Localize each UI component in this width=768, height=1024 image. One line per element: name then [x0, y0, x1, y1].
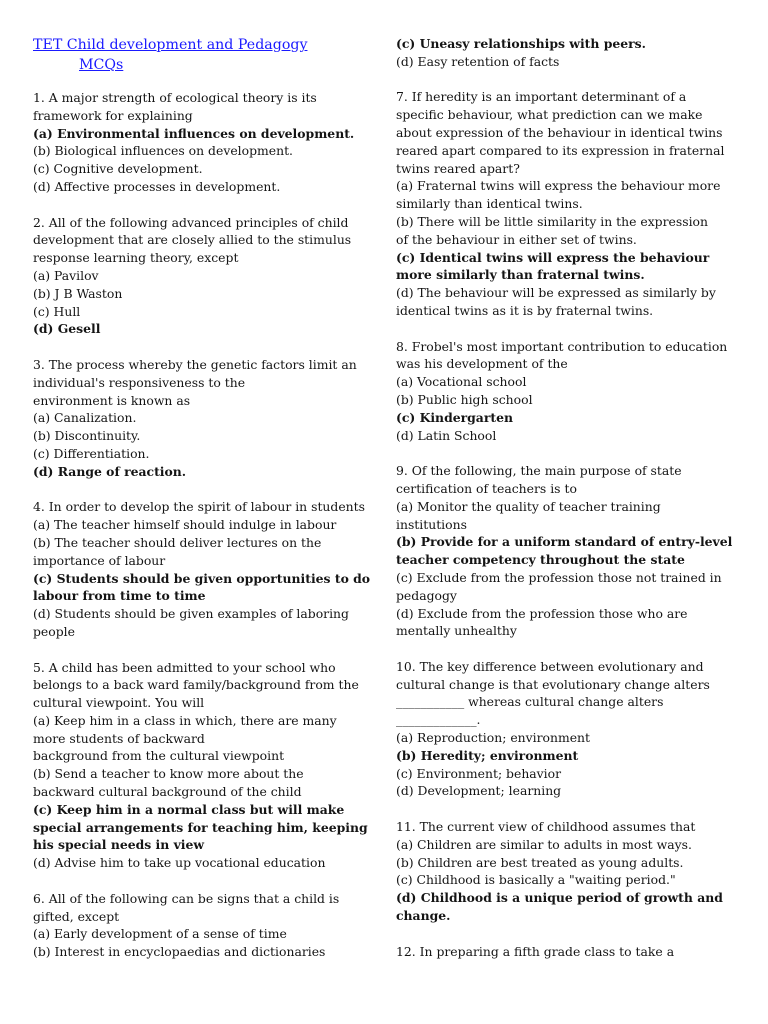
correct-answer-line: more similarly than fraternal twins. [396, 267, 645, 283]
right-column [396, 35, 733, 978]
question-text-line: (c) Differentiation. [33, 445, 150, 461]
question-text-line: (a) Pavilov [33, 267, 99, 283]
question-text-line: backward cultural background of the child [33, 784, 302, 800]
question-block [33, 890, 353, 961]
question-text-line: more students of backward [33, 730, 205, 746]
question-text-line: importance of labour [33, 552, 166, 568]
correct-answer-line: change. [396, 908, 451, 924]
document-title[interactable] [33, 35, 353, 75]
correct-answer-line: (a) Environmental influences on development. [33, 125, 355, 141]
left-column [33, 35, 371, 979]
correct-answer-line: (d) Childhood is a unique period of growth and [396, 890, 723, 906]
correct-answer-line: (c) Identical twins will express the behaviour [396, 249, 710, 265]
question-text-line: 4. In order to develop the spirit of labour in students [33, 499, 365, 515]
question-block [396, 462, 733, 640]
correct-answer-line: special arrangements for teaching him, keeping [33, 819, 368, 835]
question-block [33, 89, 353, 196]
question-text-line: (b) Send a teacher to know more about the [33, 766, 304, 782]
question-text-line: (a) Early development of a sense of time [33, 926, 287, 942]
question-text-line: was his development of the [396, 356, 568, 372]
question-text-line: (d) Affective processes in development. [33, 178, 281, 194]
question-text-line: (b) J B Waston [33, 285, 123, 301]
question-text-line: similarly than identical twins. [396, 196, 583, 212]
question-text-line: 2. All of the following advanced principles of child [33, 214, 349, 230]
question-text-line: _____________. [396, 712, 481, 728]
question-text-line: people [33, 623, 75, 639]
question-text-line: 5. A child has been admitted to your school who [33, 659, 336, 675]
correct-answer-line: (d) Range of reaction. [33, 463, 187, 479]
question-text-line: (d) Students should be given examples of laboring [33, 606, 349, 622]
question-text-line: (a) Canalization. [33, 410, 137, 426]
correct-answer-line: his special needs in view [33, 837, 205, 853]
question-text-line: (b) Discontinuity. [33, 428, 141, 444]
question-block [396, 338, 728, 445]
correct-answer-line: (b) Provide for a uniform standard of entry-level [396, 534, 733, 550]
question-text-line: (a) Monitor the quality of teacher training [396, 498, 661, 514]
question-block [396, 658, 718, 800]
question-text-line: individual's responsiveness to the [33, 374, 246, 390]
question-text-line: (b) The teacher should deliver lectures on the [33, 534, 322, 550]
question-text-line: of the behaviour in either set of twins. [396, 231, 637, 247]
question-block [33, 356, 357, 481]
question-text-line: specific behaviour, what prediction can we make [396, 107, 703, 123]
question-text-line: mentally unhealthy [396, 623, 517, 639]
correct-answer-line: teacher competency throughout the state [396, 552, 685, 568]
question-text-line: (a) The teacher himself should indulge in labour [33, 517, 337, 533]
correct-answer-line: labour from time to time [33, 588, 206, 604]
question-block [33, 659, 368, 873]
left-question-list [33, 89, 371, 961]
question-text-line: environment is known as [33, 392, 191, 408]
correct-answer-line: (d) Gesell [33, 321, 101, 337]
question-text-line: framework for explaining [33, 107, 193, 123]
question-text-line: certification of teachers is to [396, 480, 577, 496]
question-text-line: (a) Children are similar to adults in most ways. [396, 836, 692, 852]
question-text-line: (a) Reproduction; environment [396, 730, 590, 746]
question-text-line: (a) Vocational school [396, 374, 527, 390]
question-block [396, 818, 723, 925]
question-text-line: (d) The behaviour will be expressed as similarly by [396, 285, 716, 301]
question-text-line: about expression of the behaviour in identical twins [396, 124, 723, 140]
question-text-line: (d) Advise him to take up vocational education [33, 855, 326, 871]
question-text-line: pedagogy [396, 587, 457, 603]
question-text-line: (b) Interest in encyclopaedias and dictionaries [33, 944, 326, 960]
question-text-line: (b) Public high school [396, 391, 533, 407]
question-block [396, 35, 718, 71]
question-text-line: (c) Cognitive development. [33, 161, 203, 177]
correct-answer-line: (c) Kindergarten [396, 409, 513, 425]
question-text-line: identical twins as it is by fraternal twins. [396, 302, 654, 318]
correct-answer-line: (c) Students should be given opportunities to do [33, 570, 371, 586]
question-text-line: (c) Exclude from the profession those not trained in [396, 569, 722, 585]
question-text-line: 3. The process whereby the genetic factors limit an [33, 356, 357, 372]
question-text-line: (d) Exclude from the profession those who are [396, 605, 688, 621]
correct-answer-line: (c) Uneasy relationships with peers. [396, 36, 646, 51]
question-text-line: background from the cultural viewpoint [33, 748, 285, 764]
question-block [33, 214, 353, 339]
question-text-line: reared apart compared to its expression in fraternal [396, 142, 725, 158]
question-text-line: gifted, except [33, 908, 120, 924]
correct-answer-line: (b) Heredity; environment [396, 747, 579, 763]
question-text-line: institutions [396, 516, 467, 532]
question-text-line: 12. In preparing a fifth grade class to take a [396, 943, 675, 959]
question-text-line: ___________ whereas cultural change alters [396, 694, 664, 710]
question-text-line: (c) Hull [33, 303, 81, 319]
question-text-line: (c) Environment; behavior [396, 765, 562, 781]
question-text-line: (c) Childhood is basically a "waiting period." [396, 872, 676, 888]
question-text-line: belongs to a back ward family/background from the [33, 677, 359, 693]
question-text-line: 11. The current view of childhood assumes that [396, 819, 696, 835]
right-question-list [396, 35, 733, 960]
question-block [396, 943, 718, 961]
question-text-line: 1. A major strength of ecological theory is its [33, 90, 317, 105]
question-text-line: 9. Of the following, the main purpose of state [396, 463, 682, 479]
question-text-line: (d) Development; learning [396, 783, 562, 799]
correct-answer-line: (c) Keep him in a normal class but will make [33, 801, 345, 817]
question-text-line: cultural viewpoint. You will [33, 695, 205, 711]
title-line-1[interactable]: TET Child development and Pedagogy [33, 37, 308, 53]
question-text-line: (a) Fraternal twins will express the behaviour more [396, 178, 721, 194]
question-text-line: response learning theory, except [33, 250, 239, 266]
question-text-line: development that are closely allied to the stimulus [33, 232, 352, 248]
question-text-line: 6. All of the following can be signs that a child is [33, 890, 340, 906]
question-text-line: 7. If heredity is an important determinant of a [396, 89, 687, 105]
title-line-2[interactable]: MCQs [79, 57, 124, 73]
question-text-line: (b) There will be little similarity in the expression [396, 213, 708, 229]
question-block [33, 498, 371, 640]
question-text-line: (a) Keep him in a class in which, there are many [33, 712, 337, 728]
question-text-line: (d) Latin School [396, 427, 497, 443]
question-text-line: (d) Easy retention of facts [396, 53, 560, 69]
question-text-line: 10. The key difference between evolutionary and [396, 658, 704, 674]
question-text-line: (b) Children are best treated as young adults. [396, 854, 684, 870]
question-text-line: twins reared apart? [396, 160, 520, 176]
question-text-line: 8. Frobel's most important contribution to education [396, 338, 728, 354]
question-text-line: cultural change is that evolutionary change alters [396, 676, 710, 692]
question-block [396, 88, 725, 319]
question-text-line: (b) Biological influences on development. [33, 143, 293, 159]
